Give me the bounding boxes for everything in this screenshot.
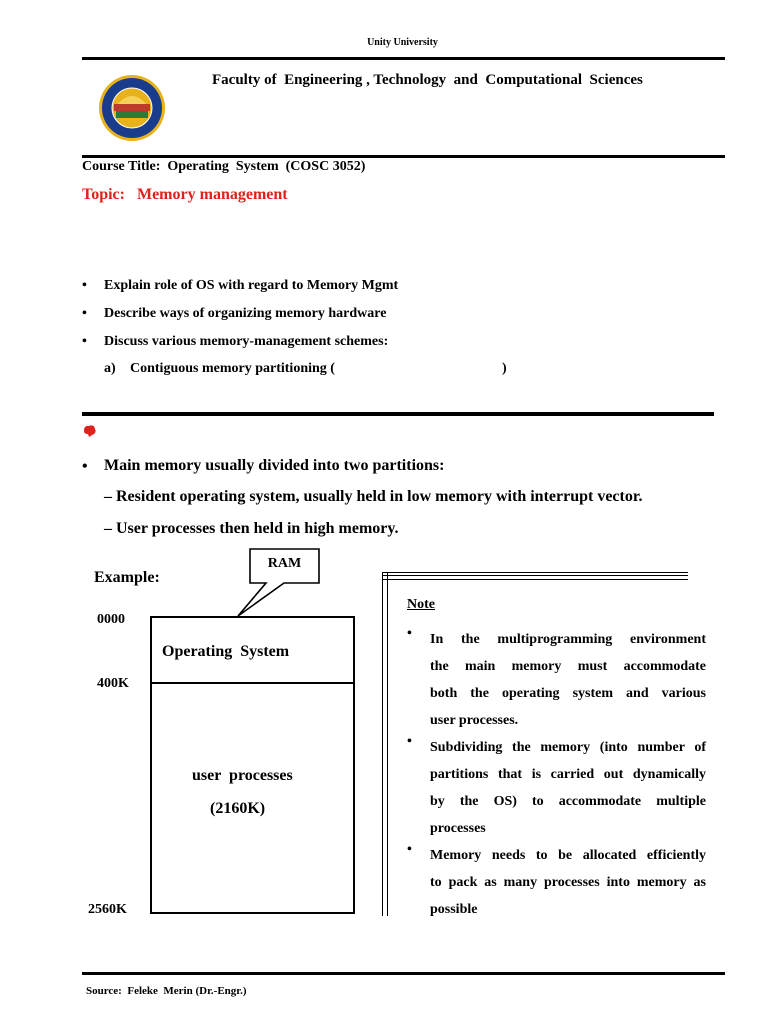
header-rule-top: [82, 57, 725, 60]
main-bullet-text: Main memory usually divided into two partitions:: [104, 457, 445, 474]
note-border-top: [382, 572, 688, 580]
footer-rule: [82, 972, 725, 975]
ram-callout-label: RAM: [267, 556, 302, 571]
main-sub-2: – User processes then held in high memory.: [104, 520, 399, 537]
user-partition-size: (2160K): [210, 800, 266, 817]
main-bullet-dot: •: [82, 458, 88, 475]
university-logo: [98, 74, 166, 142]
user-partition-label: user processes: [192, 767, 293, 784]
list-item: • Describe ways of organizing memory hardware: [82, 306, 387, 321]
list-item: • Explain role of OS with regard to Memory Mgmt: [82, 278, 399, 293]
footer-source: Source: Feleke Merin (Dr.-Engr.): [86, 985, 247, 997]
objective-sub-text: Contiguous memory partitioning (: [130, 361, 335, 376]
faculty-title: Faculty of Engineering , Technology and Computational Sciences: [212, 72, 643, 88]
note-bullet-3: •: [407, 842, 412, 857]
note-border-left: [382, 573, 388, 916]
note-heading: Note: [407, 597, 435, 612]
note-bullet-1: •: [407, 626, 412, 641]
os-partition-label: Operating System: [162, 643, 290, 660]
note-item-2: Subdividing the memory (into number of partitions that is carried out dynamically by the OS) to accommodate multiple processes: [430, 740, 706, 836]
addr-end: 2560K: [88, 902, 127, 917]
list-item: • Discuss various memory-management schemes:: [82, 334, 389, 349]
section-rule: [82, 412, 714, 416]
course-title: Course Title: Operating System (COSC 3052): [82, 159, 366, 174]
objective-sub-close: ): [502, 361, 507, 376]
example-label: Example:: [94, 569, 160, 586]
university-name: Unity University: [367, 37, 438, 48]
red-bullet-icon: [82, 424, 98, 438]
note-bullet-2: •: [407, 734, 412, 749]
addr-mid: 400K: [97, 676, 129, 691]
note-item-1: In the multiprogramming environment the main memory must accommodate both the operating system and various user processes.: [430, 632, 706, 728]
header-rule-bottom: [82, 155, 725, 158]
objective-sub-marker: a): [104, 361, 116, 376]
topic-title: Topic: Memory management: [82, 186, 288, 203]
main-sub-1: – Resident operating system, usually held in low memory with interrupt vector.: [104, 488, 643, 505]
addr-start: 0000: [97, 612, 125, 627]
note-item-3: Memory needs to be allocated efficiently to pack as many processes into memory as possible: [430, 848, 706, 917]
